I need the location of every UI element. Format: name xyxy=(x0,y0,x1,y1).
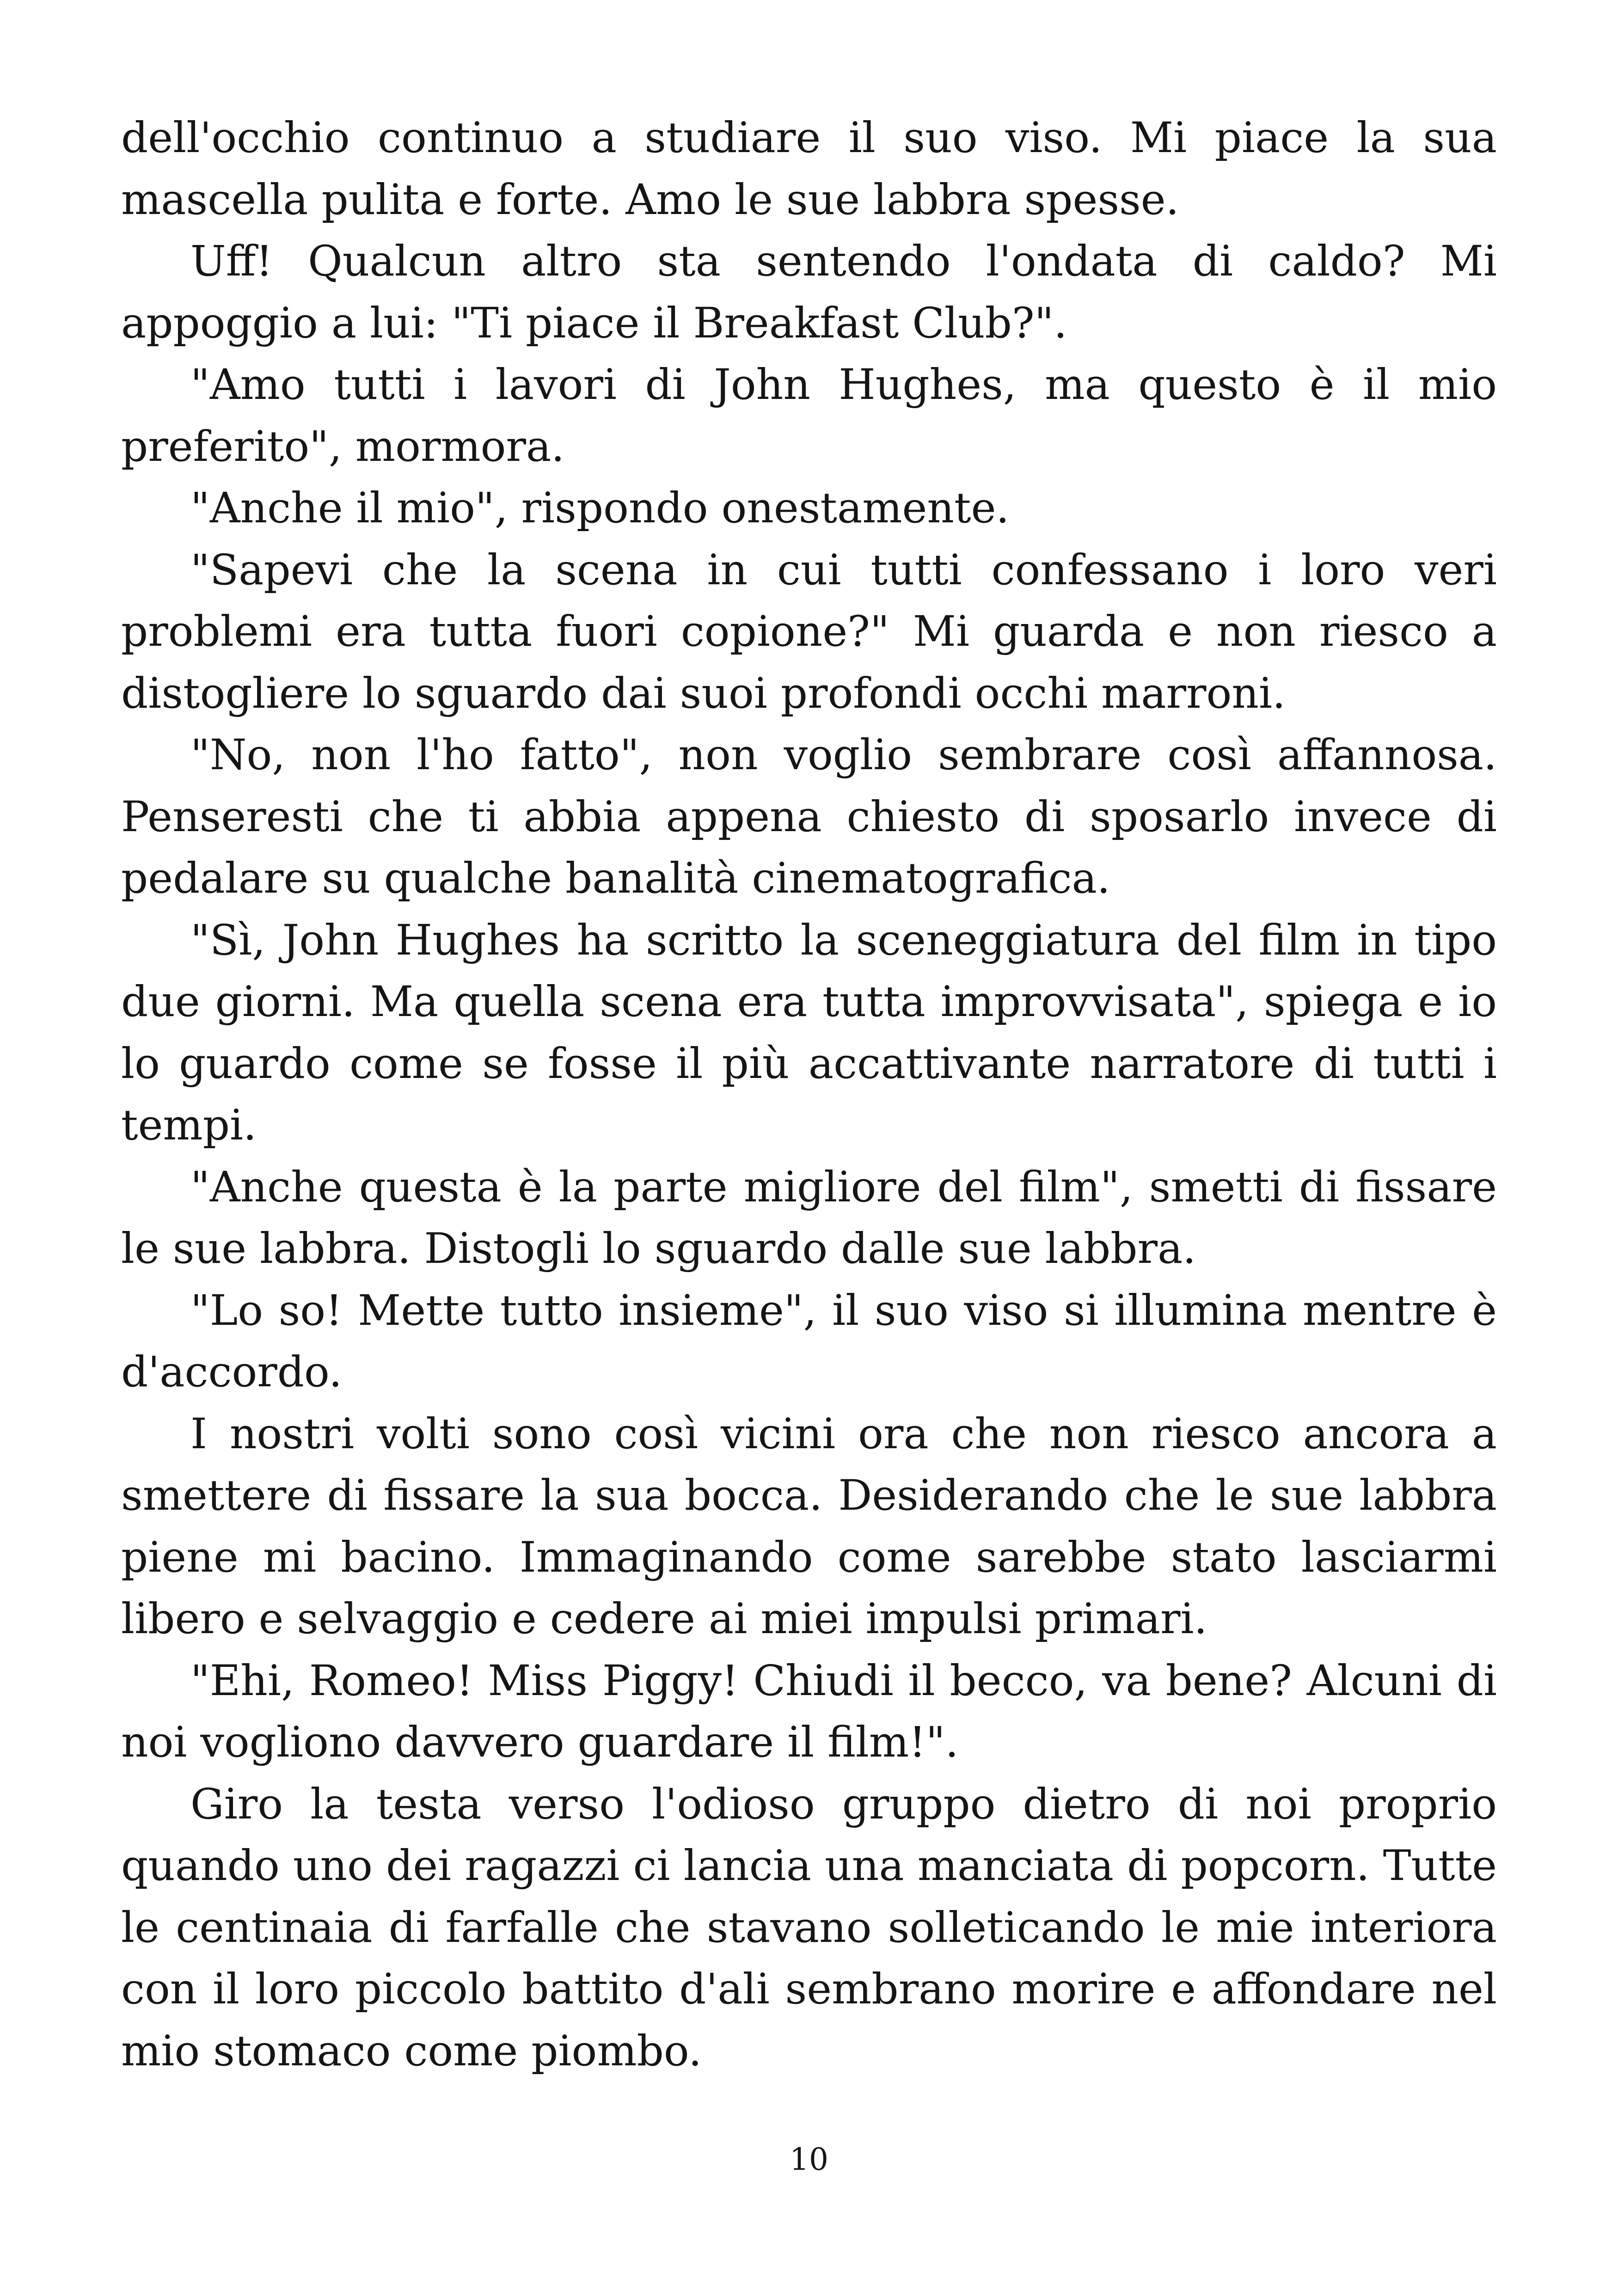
paragraph: "Amo tutti i lavori di John Hughes, ma questo è il mio preferito", mormora. xyxy=(121,361,1497,471)
paragraph: "Lo so! Mette tutto insieme", il suo viso si illumina mentre è d'accordo. xyxy=(121,1286,1497,1396)
body-text xyxy=(121,107,1497,2082)
paragraph: I nostri volti sono così vicini ora che non riesco ancora a smettere di fissare la sua bocca. Desiderando che le sue labbra piene mi bacino. Immaginando come sarebbe stato lasciarmi libero e selvaggio e cedere ai miei impulsi primari. xyxy=(121,1409,1497,1643)
paragraph: "Anche il mio", rispondo onestamente. xyxy=(190,484,1010,533)
page-number: 10 xyxy=(790,2142,828,2177)
paragraph: Giro la testa verso l'odioso gruppo dietro di noi proprio quando uno dei ragazzi ci lancia una manciata di popcorn. Tutte le centinaia di farfalle che stavano solleticando le mie interiora con il loro piccolo battito d'ali sembrano morire e affondare nel mio stomaco come piombo. xyxy=(121,1780,1497,2076)
paragraph: "Anche questa è la parte migliore del film", smetti di fissare le sue labbra. Distogli lo sguardo dalle sue labbra. xyxy=(121,1163,1497,1273)
paragraph: "Ehi, Romeo! Miss Piggy! Chiudi il becco, va bene? Alcuni di noi vogliono davvero guardare il film!". xyxy=(121,1656,1497,1767)
paragraph: Uff! Qualcun altro sta sentendo l'ondata di caldo? Mi appoggio a lui: "Ti piace il Breakfast Club?". xyxy=(121,237,1497,348)
paragraph: "Sì, John Hughes ha scritto la sceneggiatura del film in tipo due giorni. Ma quella scena era tutta improvvisata", spiega e io lo guardo come se fosse il più accattivante narratore di tutti i tempi. xyxy=(121,916,1497,1150)
paragraph: "Sapevi che la scena in cui tutti confessano i loro veri problemi era tutta fuori copione?" Mi guarda e non riesco a distogliere lo sguardo dai suoi profondi occhi marroni. xyxy=(121,545,1497,718)
paragraph: dell'occhio continuo a studiare il suo viso. Mi piace la sua mascella pulita e forte. Amo le sue labbra spesse. xyxy=(121,114,1497,224)
paragraph: "No, non l'ho fatto", non voglio sembrare così affannosa. Penseresti che ti abbia appena chiesto di sposarlo invece di pedalare su qualche banalità cinematografica. xyxy=(121,731,1497,903)
